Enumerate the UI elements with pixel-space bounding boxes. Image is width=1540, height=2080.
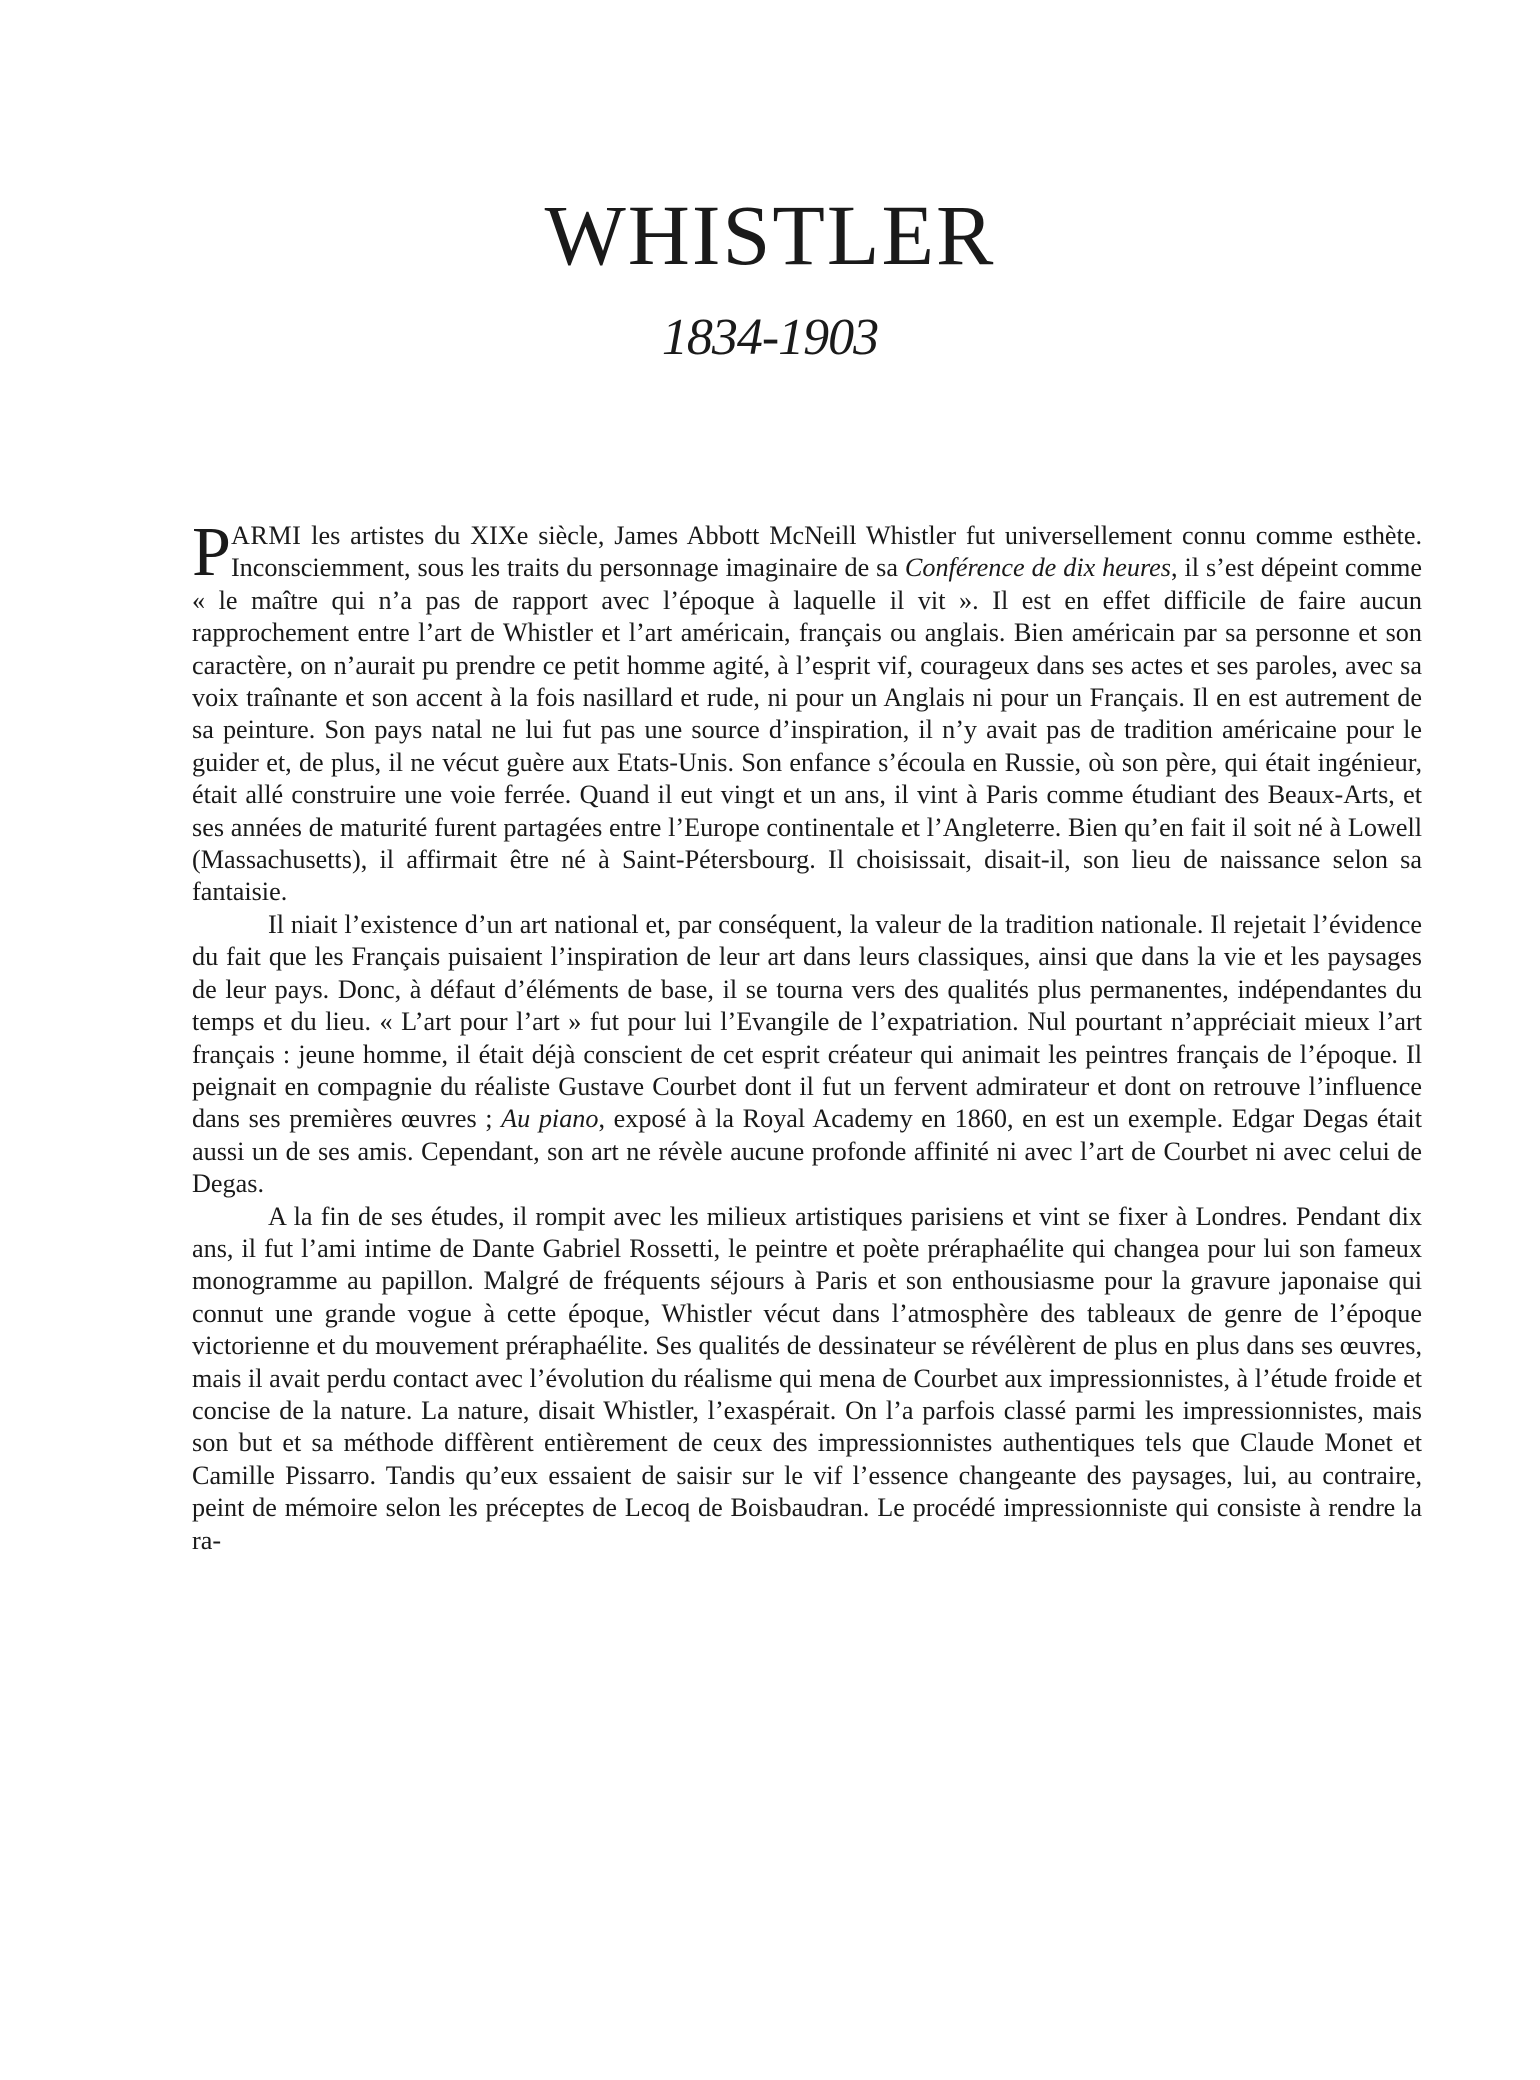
paragraph-2-text-a: Il niait l’existence d’un art national et, par conséquent, la valeur de la tradition nationale. Il rejetait l’évidence du fait que les Français puisaient l’inspiration de leur art dans leurs classiques, ainsi que dans la vie et les paysages de leur pays. Donc, à défaut d’éléments de base, il se tourna vers des qualités plus permanentes, indépendantes du temps et du lieu. « L’art pour l’art » fut pour lui l’Evangile de l’expatriation. Nul pourtant n’appréciait mieux l’art français : jeune homme, il était déjà conscient de cet esprit créateur qui animait les peintres français de l’époque. Il peignait en compagnie du réaliste Gustave Courbet dont il fut un fervent admirateur et dont on retrouve l’influence dans ses premières œuvres ; [192, 909, 1422, 1134]
small-caps-lead: ARMI [230, 521, 302, 550]
work-title-conference: Conférence de dix heures [904, 553, 1171, 583]
work-title-au-piano: Au piano [501, 1104, 599, 1134]
paragraph-2-text-b: , exposé à la Royal Academy en 1860, en est un exemple. Edgar Degas était aussi un de ses amis. Cependant, son art ne révèle aucune profonde affinité ni avec l’art de Courbet ni avec celui de Degas. [192, 1104, 1422, 1199]
paragraph-2 [192, 909, 1422, 1201]
life-dates: 1834-1903 [661, 309, 879, 366]
paragraph-3 [192, 1201, 1422, 1557]
paragraph-1 [192, 514, 1422, 909]
drop-cap: P [192, 514, 231, 591]
paragraph-1-text-a: les artistes du XIXe siècle, James Abbott McNeill Whistler fut universellement connu comme esthète. Inconsciemment, sous les traits du personnage imaginaire de sa [230, 521, 1422, 583]
paragraph-3-text: A la fin de ses études, il rompit avec les milieux artistiques parisiens et vint se fixer à Londres. Pendant dix ans, il fut l’ami intime de Dante Gabriel Rossetti, le peintre et poète préraphaélite qui changea pour lui son fameux monogramme au papillon. Malgré de fréquents séjours à Paris et son enthousiasme pour la gravure japonaise qui connut une grande vogue à cette époque, Whistler vécut dans l’atmosphère des tableaux de genre de l’époque victorienne et du mouvement préraphaélite. Ses qualités de dessinateur se révélèrent de plus en plus dans ses œuvres, mais il avait perdu contact avec l’évolution du réalisme qui mena de Courbet aux impressionnistes, à l’étude froide et concise de la nature. La nature, disait Whistler, l’exaspérait. On l’a parfois classé parmi les impressionnistes, mais son but et sa méthode diffèrent entièrement de ceux des impressionnistes authentiques tels que Claude Monet et Camille Pissarro. Tandis qu’eux essaient de saisir sur le vif l’essence changeante des paysages, lui, au contraire, peint de mémoire selon les préceptes de Lecoq de Boisbaudran. Le procédé impressionniste qui consiste à rendre la ra- [192, 1201, 1422, 1555]
paragraph-1-text-b: , il s’est dépeint comme « le maître qui n’a pas de rapport avec l’époque à laquelle il vit ». Il est en effet difficile de faire aucun rapprochement entre l’art de Whistler et l’art américain, français ou anglais. Bien américain par sa personne et son caractère, on n’aurait pu prendre ce petit homme agité, à l’esprit vif, courageux dans ses actes et ses paroles, avec sa voix traînante et son accent à la fois nasillard et rude, ni pour un Anglais ni pour un Français. Il en est autrement de sa peinture. Son pays natal ne lui fut pas une source d’inspiration, il n’y avait pas de tradition américaine pour le guider et, de plus, il ne vécut guère aux Etats-Unis. Son enfance s’écoula en Russie, où son père, qui était ingénieur, était allé construire une voie ferrée. Quand il eut vingt et un ans, il vint à Paris comme étudiant des Beaux-Arts, et ses années de maturité furent partagées entre l’Europe continentale et l’Angleterre. Bien qu’en fait il soit né à Lowell (Massachusetts), il affirmait être né à Saint-Pétersbourg. Il choisissait, disait-il, son lieu de naissance selon sa fantaisie. [192, 553, 1422, 907]
page-title: WHISTLER [544, 187, 996, 283]
article-body [192, 514, 1422, 1557]
